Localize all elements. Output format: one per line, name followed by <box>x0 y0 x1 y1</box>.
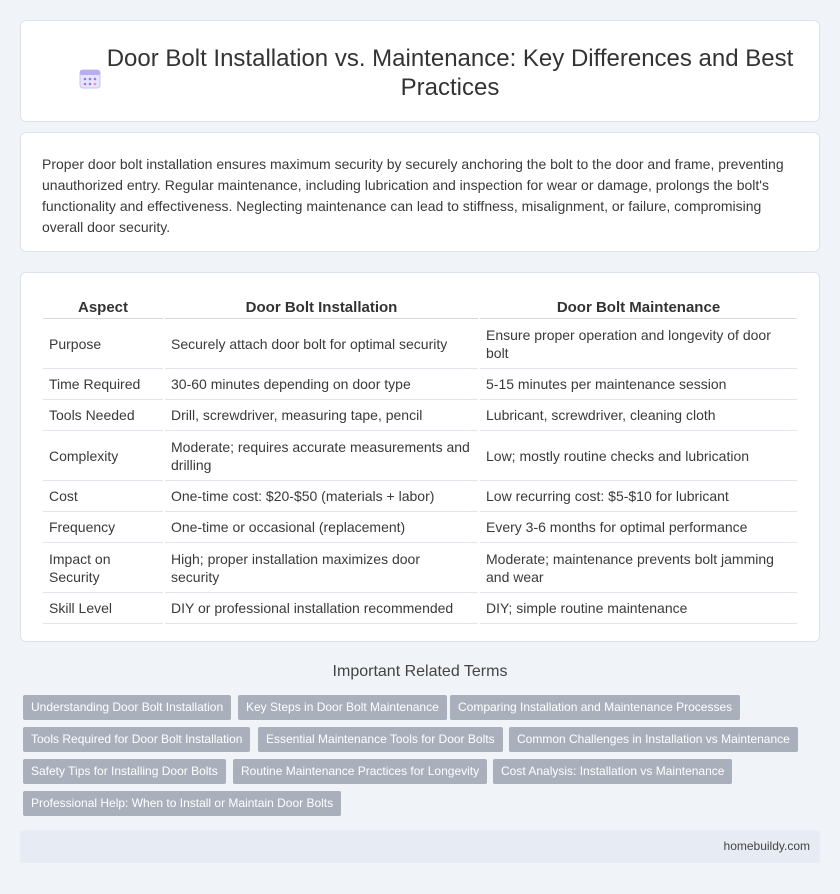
intro-text: Proper door bolt installation ensures maximum security by securely anchoring the bolt to the door and frame, preventing unauthorized entry. Regular maintenance, including lubrication and inspection for wear or damage, prolongs the bolt's functionality and effectiveness. Neglecting maintenance can lead to stiffness, misalignment, or failure, compromising overall door security. <box>42 156 784 235</box>
table-cell: Low recurring cost: $5-$10 for lubricant <box>480 481 797 512</box>
table-cell: Frequency <box>43 512 163 543</box>
related-terms-heading: Important Related Terms <box>332 663 508 680</box>
table-cell: Time Required <box>43 369 163 400</box>
table-cell: One-time or occasional (replacement) <box>165 512 478 543</box>
table-cell: Low; mostly routine checks and lubrication <box>480 431 797 481</box>
table-cell: Complexity <box>43 431 163 481</box>
table-cell: Skill Level <box>43 593 163 624</box>
related-term-tag[interactable]: Safety Tips for Installing Door Bolts <box>23 759 226 784</box>
table-row <box>43 369 797 400</box>
related-term-tag[interactable]: Tools Required for Door Bolt Installation <box>23 727 250 752</box>
table-cell: Purpose <box>43 319 163 369</box>
table-cell: Every 3-6 months for optimal performance <box>480 512 797 543</box>
title-card <box>20 20 820 122</box>
related-term-tag[interactable]: Comparing Installation and Maintenance Processes <box>450 695 740 720</box>
table-cell: DIY; simple routine maintenance <box>480 593 797 624</box>
table-cell: DIY or professional installation recommended <box>165 593 478 624</box>
intro-card <box>20 132 820 252</box>
related-term-tag[interactable]: Key Steps in Door Bolt Maintenance <box>238 695 447 720</box>
table-cell: Tools Needed <box>43 400 163 431</box>
related-term-tag[interactable]: Common Challenges in Installation vs Maintenance <box>509 727 798 752</box>
table-cell: One-time cost: $20-$50 (materials + labor) <box>165 481 478 512</box>
related-term-tag[interactable]: Routine Maintenance Practices for Longevity <box>233 759 487 784</box>
related-term-tag[interactable]: Understanding Door Bolt Installation <box>23 695 231 720</box>
table-cell: Lubricant, screwdriver, cleaning cloth <box>480 400 797 431</box>
related-term-tag[interactable]: Cost Analysis: Installation vs Maintenance <box>493 759 732 784</box>
table-cell: 30-60 minutes depending on door type <box>165 369 478 400</box>
footer-site-name[interactable]: homebuildy.com <box>723 839 810 853</box>
table-cell: Moderate; requires accurate measurements and drilling <box>165 431 478 481</box>
comparison-table-card <box>20 272 820 642</box>
table-cell: Impact on Security <box>43 543 163 593</box>
table-header-row <box>43 297 797 319</box>
table-row <box>43 593 797 624</box>
column-header-installation: Door Bolt Installation <box>165 297 478 319</box>
table-cell: Ensure proper operation and longevity of door bolt <box>480 319 797 369</box>
table-row <box>43 512 797 543</box>
calendar-icon <box>79 67 101 89</box>
table-row <box>43 481 797 512</box>
table-cell: Moderate; maintenance prevents bolt jamming and wear <box>480 543 797 593</box>
related-term-tag[interactable]: Essential Maintenance Tools for Door Bolts <box>258 727 503 752</box>
table-cell: Drill, screwdriver, measuring tape, pencil <box>165 400 478 431</box>
table-row <box>43 319 797 369</box>
comparison-table <box>41 297 799 624</box>
table-row <box>43 400 797 431</box>
table-cell: Securely attach door bolt for optimal security <box>165 319 478 369</box>
related-term-tag[interactable]: Professional Help: When to Install or Maintain Door Bolts <box>23 791 341 816</box>
footer <box>20 830 820 863</box>
table-cell: 5-15 minutes per maintenance session <box>480 369 797 400</box>
page-title: Door Bolt Installation vs. Maintenance: Key Differences and Best Practices <box>106 45 794 101</box>
table-cell: High; proper installation maximizes door security <box>165 543 478 593</box>
column-header-aspect: Aspect <box>43 297 163 319</box>
table-cell: Cost <box>43 481 163 512</box>
column-header-maintenance: Door Bolt Maintenance <box>480 297 797 319</box>
table-row <box>43 543 797 593</box>
table-row <box>43 431 797 481</box>
